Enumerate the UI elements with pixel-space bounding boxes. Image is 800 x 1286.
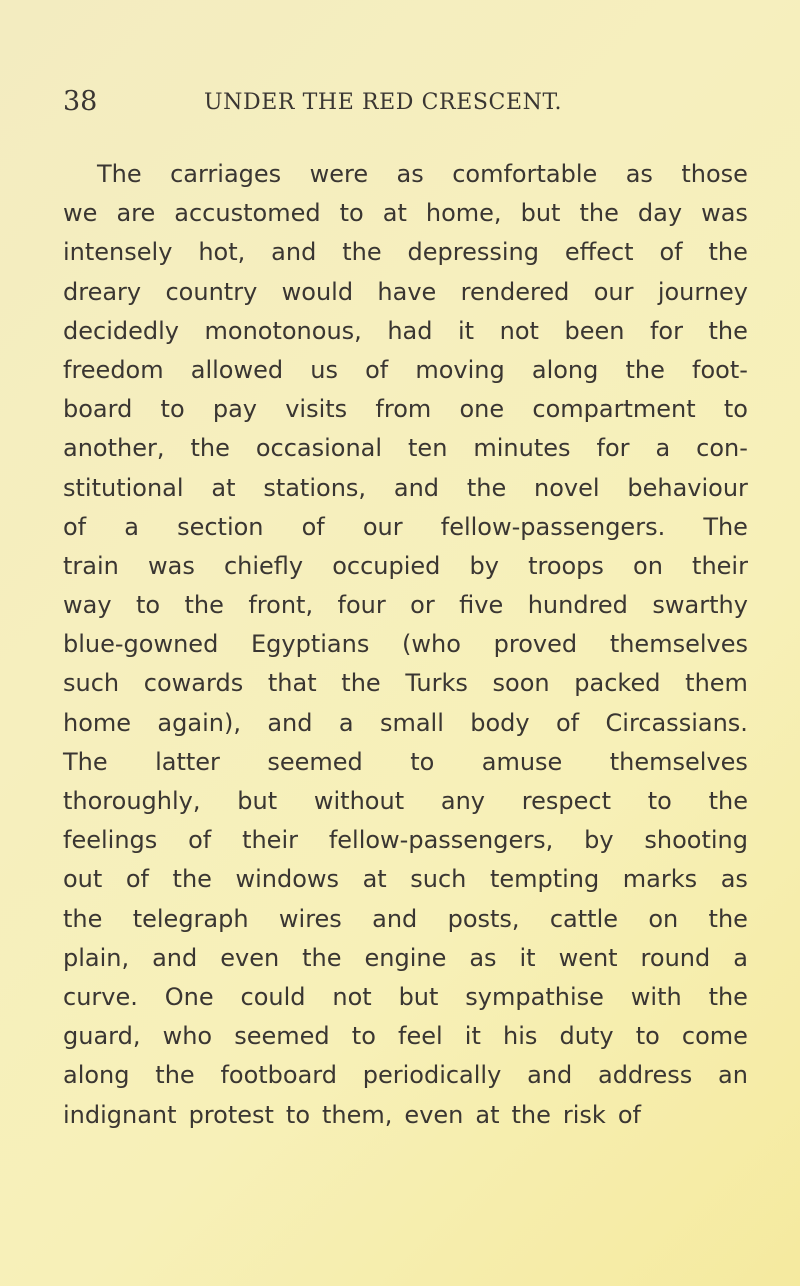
word: another, [63,434,165,463]
word: the [341,669,381,698]
word: wires [278,904,342,933]
word: round [640,943,711,972]
word: for [649,316,683,345]
word: Egyptians [251,630,370,659]
word: not [499,316,539,345]
word: one [459,395,505,424]
word: duty [559,1022,614,1051]
word: posts, [447,904,520,933]
word: One [164,982,214,1011]
text-line [63,860,748,899]
word: not [332,982,372,1011]
text-line [63,1017,748,1056]
word: of [188,826,212,855]
page-number: 38 [63,86,98,117]
word: an [718,1061,748,1090]
text-line [63,351,748,390]
word: along [63,1061,130,1090]
word: as [720,865,748,894]
word: from [375,395,432,424]
word: the [63,904,103,933]
word: stitutional [63,473,184,502]
word: a [655,434,671,463]
word: to [635,1022,660,1051]
text-line [63,586,748,625]
word: latter [155,747,220,776]
word: telegraph [132,904,249,933]
word: of [365,355,389,384]
word: train [63,551,119,580]
word: are [116,199,156,228]
word: the [579,199,619,228]
word: as [396,160,424,188]
word: or [410,591,435,620]
word: monotonous, [204,316,362,345]
word: our [362,512,403,541]
word: to [285,1100,311,1129]
word: risk [562,1100,606,1129]
text-line [63,273,748,312]
word: was [147,551,195,580]
word: hundred [527,591,628,620]
word: their [692,551,748,580]
word: engine [364,943,447,972]
word: of [556,708,580,737]
word: visits [285,395,348,424]
word: the [172,865,212,894]
word: section [177,512,264,541]
word: the [466,473,507,502]
word: marks [622,865,698,894]
word: it [458,316,475,345]
word: troops [528,551,604,580]
word: at [475,1100,500,1129]
word: was [701,199,748,228]
word: even [404,1100,464,1129]
word: moving [415,355,505,384]
word: comfortable [452,160,598,188]
text-line [63,390,748,429]
word: at [362,865,387,894]
word: with [630,982,682,1011]
word: for [596,434,630,463]
word: such [63,669,120,698]
word: but [398,982,439,1011]
word: but [237,787,278,815]
word: of [617,1100,641,1129]
word: to [135,591,161,620]
word: guard, [63,1022,141,1051]
text-line [63,469,748,508]
word: the [342,238,382,267]
word: a [124,512,139,541]
word: to [410,747,435,776]
word: journey [657,277,748,306]
word: them [685,669,748,698]
word: those [681,160,748,188]
word: The [63,747,108,776]
word: his [503,1022,538,1051]
word: Circassians. [605,708,748,737]
word: shooting [644,826,748,855]
word: the [625,355,665,384]
word: behaviour [627,473,748,502]
word: we [63,199,98,228]
word: themselves [609,630,748,659]
word: carriages [170,160,282,188]
word: tempting [489,865,600,894]
word: were [309,160,369,188]
word: compartment [532,395,696,424]
word: at [382,199,407,228]
word: seemed [234,1022,330,1051]
word: and [267,708,313,737]
body-text [63,155,748,1135]
word: their [242,826,298,855]
word: depressing [407,238,539,267]
word: and [527,1061,573,1090]
word: the [708,316,748,345]
text-line [63,312,748,351]
word: the [708,787,748,815]
word: along [531,355,599,384]
word: occupied [332,551,441,580]
word: curve. [63,982,138,1011]
word: effect [564,238,634,267]
text-line [63,547,748,586]
word: the [190,434,230,463]
word: occasional [255,434,383,463]
text-line [63,508,748,547]
word: packed [574,669,661,698]
word: even [220,943,280,972]
word: to [351,1022,376,1051]
word: The [97,160,142,188]
word: pay [212,395,257,424]
word: way [63,591,112,620]
word: decidedly [63,316,179,345]
word: four [337,591,386,620]
word: front, [248,591,314,620]
word: of [63,512,87,541]
word: small [379,708,444,737]
word: the [708,904,748,933]
text-line [63,704,748,743]
text-line [63,625,748,664]
word: and [393,473,440,502]
word: board [63,395,133,424]
word: at [211,473,236,502]
word: dreary [63,277,142,306]
text-line [63,155,748,194]
word: to [339,199,364,228]
text-line [63,821,748,860]
word: that [267,669,317,698]
word: again), [157,708,241,737]
word: and [271,238,317,267]
text-line [63,664,748,703]
word: allowed [190,355,284,384]
word: periodically [362,1061,502,1090]
word: have [377,277,437,306]
word: cattle [549,904,619,933]
word: hot, [198,238,246,267]
text-line [63,900,748,939]
word: rendered [460,277,570,306]
text-line [63,194,748,233]
word: feelings [63,826,158,855]
word: fellow-passengers, [328,826,554,855]
word: and [372,904,418,933]
word: by [469,551,499,580]
word: feel [398,1022,443,1051]
running-head [63,86,743,126]
word: blue-gowned [63,630,219,659]
word: any [440,787,485,815]
word: but [520,199,561,228]
word: ten [408,434,448,463]
word: con- [696,434,748,463]
word: home [63,708,132,737]
word: the [155,1061,195,1090]
word: as [625,160,653,188]
word: minutes [473,434,571,463]
word: address [597,1061,693,1090]
word: accustomed [174,199,321,228]
word: went [558,943,618,972]
word: on [633,551,663,580]
word: as [469,943,497,972]
word: of [301,512,325,541]
word: thoroughly, [63,787,201,815]
word: us [310,355,338,384]
text-line [63,1096,748,1135]
word: protest [188,1100,274,1129]
running-title: UNDER THE RED CRESCENT. [204,90,563,115]
text-line [63,978,748,1017]
word: country [165,277,258,306]
word: come [681,1022,748,1051]
word: of [659,238,683,267]
word: foot- [692,355,748,384]
word: sympathise [465,982,604,1011]
word: swarthy [652,591,748,620]
text-line [63,743,748,782]
word: (who [402,630,461,659]
word: five [459,591,504,620]
word: who [162,1022,213,1051]
word: a [338,708,354,737]
word: stations, [263,473,367,502]
word: windows [235,865,340,894]
word: to [647,787,672,815]
word: our [593,277,634,306]
word: amuse [481,747,563,776]
text-line [63,782,748,821]
word: chiefly [223,551,304,580]
text-line [63,1056,748,1095]
word: the [708,238,748,267]
word: it [519,943,536,972]
word: without [313,787,405,815]
word: them, [322,1100,393,1129]
word: footboard [220,1061,337,1090]
word: the [708,982,748,1011]
word: indignant [63,1100,177,1129]
word: a [733,943,748,972]
word: of [125,865,149,894]
word: the [511,1100,551,1129]
word: been [564,316,625,345]
word: novel [534,473,600,502]
word: Turks [405,669,468,698]
word: plain, [63,943,130,972]
word: to [723,395,748,424]
word: proved [493,630,578,659]
word: themselves [609,747,748,776]
word: could [240,982,306,1011]
word: respect [521,787,611,815]
word: it [464,1022,481,1051]
word: body [470,708,530,737]
word: cowards [143,669,244,698]
word: by [584,826,614,855]
word: fellow-passengers. [440,512,666,541]
word: out [63,865,103,894]
text-line [63,233,748,272]
word: had [387,316,433,345]
word: seemed [267,747,363,776]
text-line [63,429,748,468]
word: intensely [63,238,173,267]
word: the [302,943,342,972]
word: would [281,277,354,306]
word: The [703,512,748,541]
text-line [63,939,748,978]
word: and [152,943,198,972]
word: on [648,904,679,933]
word: home, [425,199,502,228]
word: to [160,395,185,424]
word: freedom [63,355,164,384]
word: the [184,591,224,620]
word: soon [492,669,550,698]
word: day [637,199,683,228]
word: such [410,865,467,894]
